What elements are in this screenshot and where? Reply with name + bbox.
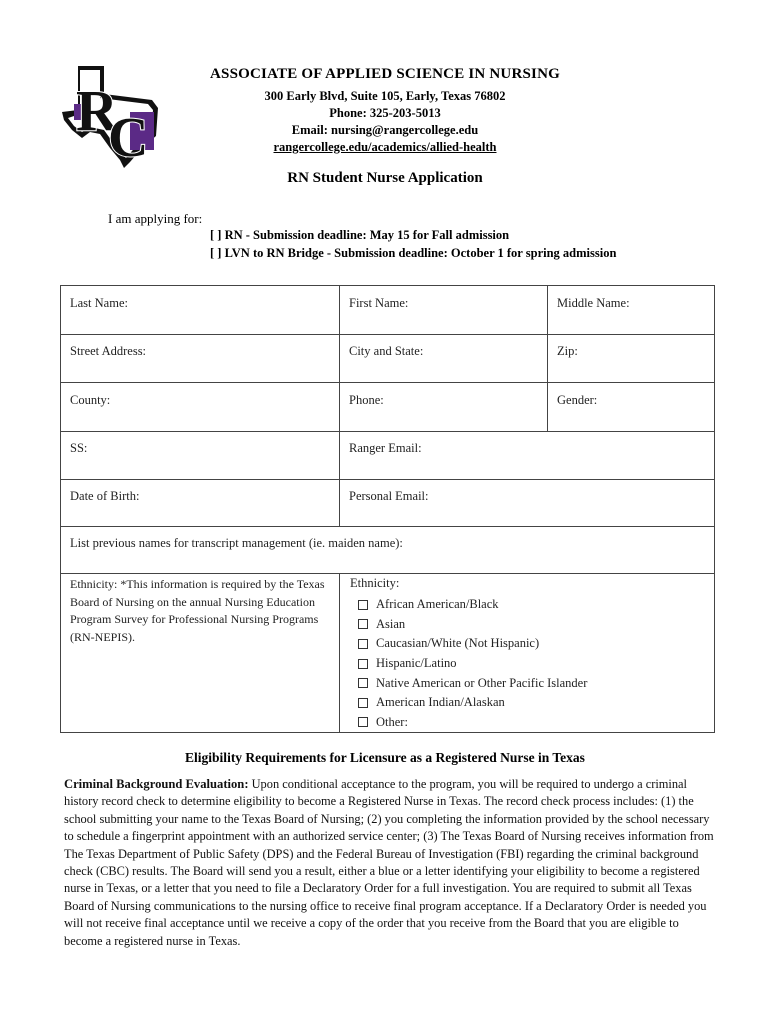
- criminal-background-paragraph: [64, 776, 714, 950]
- application-title: RN Student Nurse Application: [287, 170, 483, 186]
- ethnicity-option-hispanic[interactable]: Hispanic/Latino: [358, 654, 587, 674]
- city-state-field[interactable]: City and State:: [349, 344, 424, 358]
- checkbox-icon[interactable]: [358, 619, 368, 629]
- website-link[interactable]: rangercollege.edu/academics/allied-health: [273, 140, 497, 154]
- ethnicity-option-native-american[interactable]: Native American or Other Pacific Islander: [358, 673, 587, 693]
- svg-text:R: R: [76, 78, 118, 143]
- email[interactable]: Email: nursing@rangercollege.edu: [291, 123, 479, 137]
- first-name-field[interactable]: First Name:: [349, 296, 409, 310]
- eligibility-title: Eligibility Requirements for Licensure as a Registered Nurse in Texas: [185, 750, 585, 765]
- letterhead: [150, 66, 620, 156]
- ethnicity-options: [358, 595, 587, 732]
- ethnicity-note: Ethnicity: *This information is required by the Texas Board of Nursing on the annual Nursing Education Program Survey for Professional Nursing Programs (RN-NEPIS).: [70, 577, 325, 644]
- applying-label: I am applying for:: [108, 211, 203, 226]
- county-field[interactable]: County:: [70, 393, 111, 407]
- svg-text:C: C: [108, 107, 149, 168]
- ranger-college-logo: [60, 64, 164, 168]
- address: 300 Early Blvd, Suite 105, Early, Texas 76802: [264, 89, 506, 103]
- criminal-background-label: Criminal Background Evaluation:: [64, 777, 249, 791]
- checkbox-icon[interactable]: [358, 717, 368, 727]
- ethnicity-option-asian[interactable]: Asian: [358, 615, 587, 635]
- phone-field[interactable]: Phone:: [349, 393, 384, 407]
- gender-field[interactable]: Gender:: [557, 393, 598, 407]
- last-name-field[interactable]: Last Name:: [70, 296, 128, 310]
- ethnicity-option-caucasian[interactable]: Caucasian/White (Not Hispanic): [358, 634, 587, 654]
- middle-name-field[interactable]: Middle Name:: [557, 296, 630, 310]
- personal-email-field[interactable]: Personal Email:: [349, 489, 429, 503]
- checkbox-icon[interactable]: [358, 639, 368, 649]
- checkbox-icon[interactable]: [358, 659, 368, 669]
- option-lvn-bridge[interactable]: [ ] LVN to RN Bridge - Submission deadline: October 1 for spring admission: [210, 246, 617, 260]
- application-form: [60, 285, 715, 733]
- ethnicity-option-other[interactable]: Other:: [358, 713, 587, 733]
- phone: Phone: 325-203-5013: [329, 106, 441, 120]
- zip-field[interactable]: Zip:: [557, 344, 578, 358]
- dob-field[interactable]: Date of Birth:: [70, 489, 140, 503]
- previous-names-field[interactable]: List previous names for transcript management (ie. maiden name):: [70, 536, 403, 550]
- program-title: ASSOCIATE OF APPLIED SCIENCE IN NURSING: [210, 66, 560, 82]
- option-rn[interactable]: [ ] RN - Submission deadline: May 15 for Fall admission: [210, 228, 510, 242]
- ss-field[interactable]: SS:: [70, 441, 88, 455]
- checkbox-icon[interactable]: [358, 600, 368, 610]
- ethnicity-option-african-american[interactable]: African American/Black: [358, 595, 587, 615]
- ethnicity-label: Ethnicity:: [350, 576, 400, 590]
- criminal-background-text: Upon conditional acceptance to the program, you will be required to undergo a criminal history record check to determine eligibility to become a Registered Nurse in Texas. The record check process includes: (1) the school submitting your name to the Texas Board of Nursing; (2) you completing the information provided by the school necessary to schedule a fingerprint appointment with an authorized service center; (3) The Texas Board of Nursing receives information from The Texas Department of Public Safety (DPS) and the Federal Bureau of Investigation (FBI) regarding the criminal background check (CBC) results. The Board will send you a result, either a blue or a letter identifying your eligibility to become a registered nurse in Texas, or a letter that you need to file a Declaratory Order for a full investigation. You are required to submit all Texas Board of Nursing communications to the nursing office to receive final program acceptance. If a Declaratory Order is needed you will not receive final acceptance until we receive a copy of the order that you receive from the Board that you are eligible to become a registered nurse in Texas.: [64, 777, 714, 948]
- checkbox-icon[interactable]: [358, 698, 368, 708]
- street-address-field[interactable]: Street Address:: [70, 344, 147, 358]
- checkbox-icon[interactable]: [358, 678, 368, 688]
- ranger-email-field[interactable]: Ranger Email:: [349, 441, 422, 455]
- ethnicity-option-american-indian[interactable]: American Indian/Alaskan: [358, 693, 587, 713]
